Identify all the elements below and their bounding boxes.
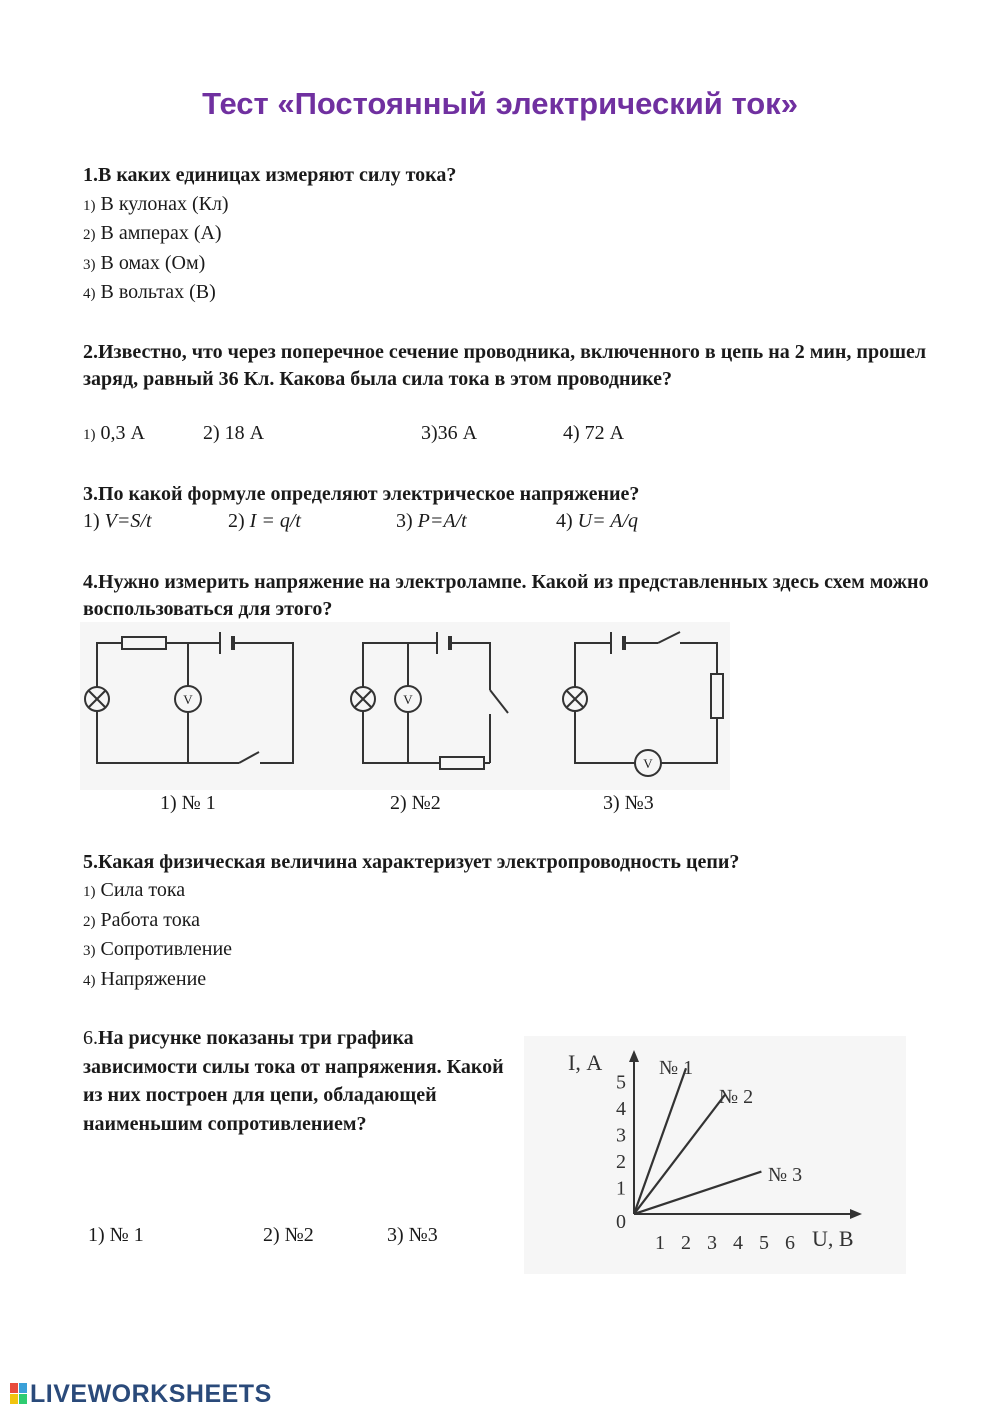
x-tick-label: 3 <box>707 1232 717 1254</box>
q5-option-2[interactable]: 2) Работа тока <box>83 909 201 931</box>
question-5: 5.Какая физическая величина характеризует электропроводность цепи? <box>83 851 740 873</box>
q2-option-3[interactable]: 3)36 А <box>421 422 478 444</box>
q3-option-3[interactable]: 3) P=A/t <box>396 510 467 532</box>
series-label-3: № 3 <box>768 1164 803 1186</box>
q4-option-3[interactable]: 3) №3 <box>603 792 654 814</box>
resistor-1 <box>122 637 166 649</box>
liveworksheets-logo: LIVEWORKSHEETS <box>10 1380 272 1409</box>
q2-option-2[interactable]: 2) 18 А <box>203 422 265 444</box>
q1-option-3[interactable]: 3) В омах (Ом) <box>83 252 206 274</box>
q6-option-1[interactable]: 1) № 1 <box>88 1224 144 1246</box>
y-tick-label: 4 <box>616 1098 626 1120</box>
question-6: 6.На рисунке показаны три графика зависимости силы тока от напряжения. Какой из них построен для цепи, обладающей наименьшим сопротивлением? <box>83 1027 504 1135</box>
question-3: 3.По какой формуле определяют электрическое напряжение? <box>83 483 640 505</box>
x-tick-label: 2 <box>681 1232 691 1254</box>
question-1: 1.В каких единицах измеряют силу тока? <box>83 164 457 186</box>
circuit-diagrams <box>80 622 730 790</box>
y-axis-label: I, А <box>568 1050 603 1075</box>
y-tick-label: 5 <box>616 1071 626 1094</box>
q2-option-1[interactable]: 1) 0,3 А <box>83 422 145 444</box>
iu-chart <box>524 1036 906 1274</box>
q6-option-2[interactable]: 2) №2 <box>263 1224 314 1246</box>
q1-option-1[interactable]: 1) В кулонах (Кл) <box>83 193 229 215</box>
x-tick-label: 6 <box>785 1232 795 1254</box>
q1-option-2[interactable]: 2) В амперах (А) <box>83 222 222 244</box>
liveworksheets-icon <box>10 1383 28 1405</box>
q6-option-3[interactable]: 3) №3 <box>387 1224 438 1246</box>
q5-option-4[interactable]: 4) Напряжение <box>83 968 207 990</box>
series-label-2: № 2 <box>719 1086 754 1108</box>
q5-option-1[interactable]: 1) Сила тока <box>83 879 186 901</box>
x-axis-label: U, В <box>812 1226 854 1251</box>
page-title: Тест «Постоянный электрический ток» <box>202 86 798 121</box>
voltmeter-3-label: V <box>643 756 653 771</box>
resistor-3 <box>711 674 723 718</box>
resistor-2 <box>440 757 484 769</box>
y-tick-label: 1 <box>616 1177 626 1200</box>
q3-option-1[interactable]: 1) V=S/t <box>83 510 152 532</box>
q3-option-2[interactable]: 2) I = q/t <box>228 510 301 532</box>
x-tick-label: 5 <box>759 1232 769 1254</box>
q4-option-2[interactable]: 2) №2 <box>390 792 441 814</box>
y-tick-label: 2 <box>616 1151 626 1173</box>
origin-label: 0 <box>616 1211 626 1233</box>
voltmeter-2-label: V <box>403 692 413 707</box>
y-tick-label: 3 <box>616 1124 626 1147</box>
x-tick-label: 1 <box>655 1232 665 1254</box>
q3-option-4[interactable]: 4) U= A/q <box>556 510 639 532</box>
x-tick-label: 4 <box>733 1232 743 1254</box>
q1-option-4[interactable]: 4) В вольтах (В) <box>83 281 216 303</box>
q5-option-3[interactable]: 3) Сопротивление <box>83 938 233 960</box>
series-label-1: № 1 <box>659 1057 694 1079</box>
question-2: 2.Известно, что через поперечное сечение проводника, включенного в цепь на 2 мин, прошел заряд, равный 36 Кл. Какова была сила тока в этом проводнике? <box>83 341 927 390</box>
voltmeter-1-label: V <box>183 692 193 707</box>
q2-option-4[interactable]: 4) 72 А <box>563 422 625 444</box>
q4-option-1[interactable]: 1) № 1 <box>160 792 216 814</box>
question-4: 4.Нужно измерить напряжение на электролампе. Какой из представленных здесь схем можно воспользоваться для этого? <box>83 571 929 620</box>
